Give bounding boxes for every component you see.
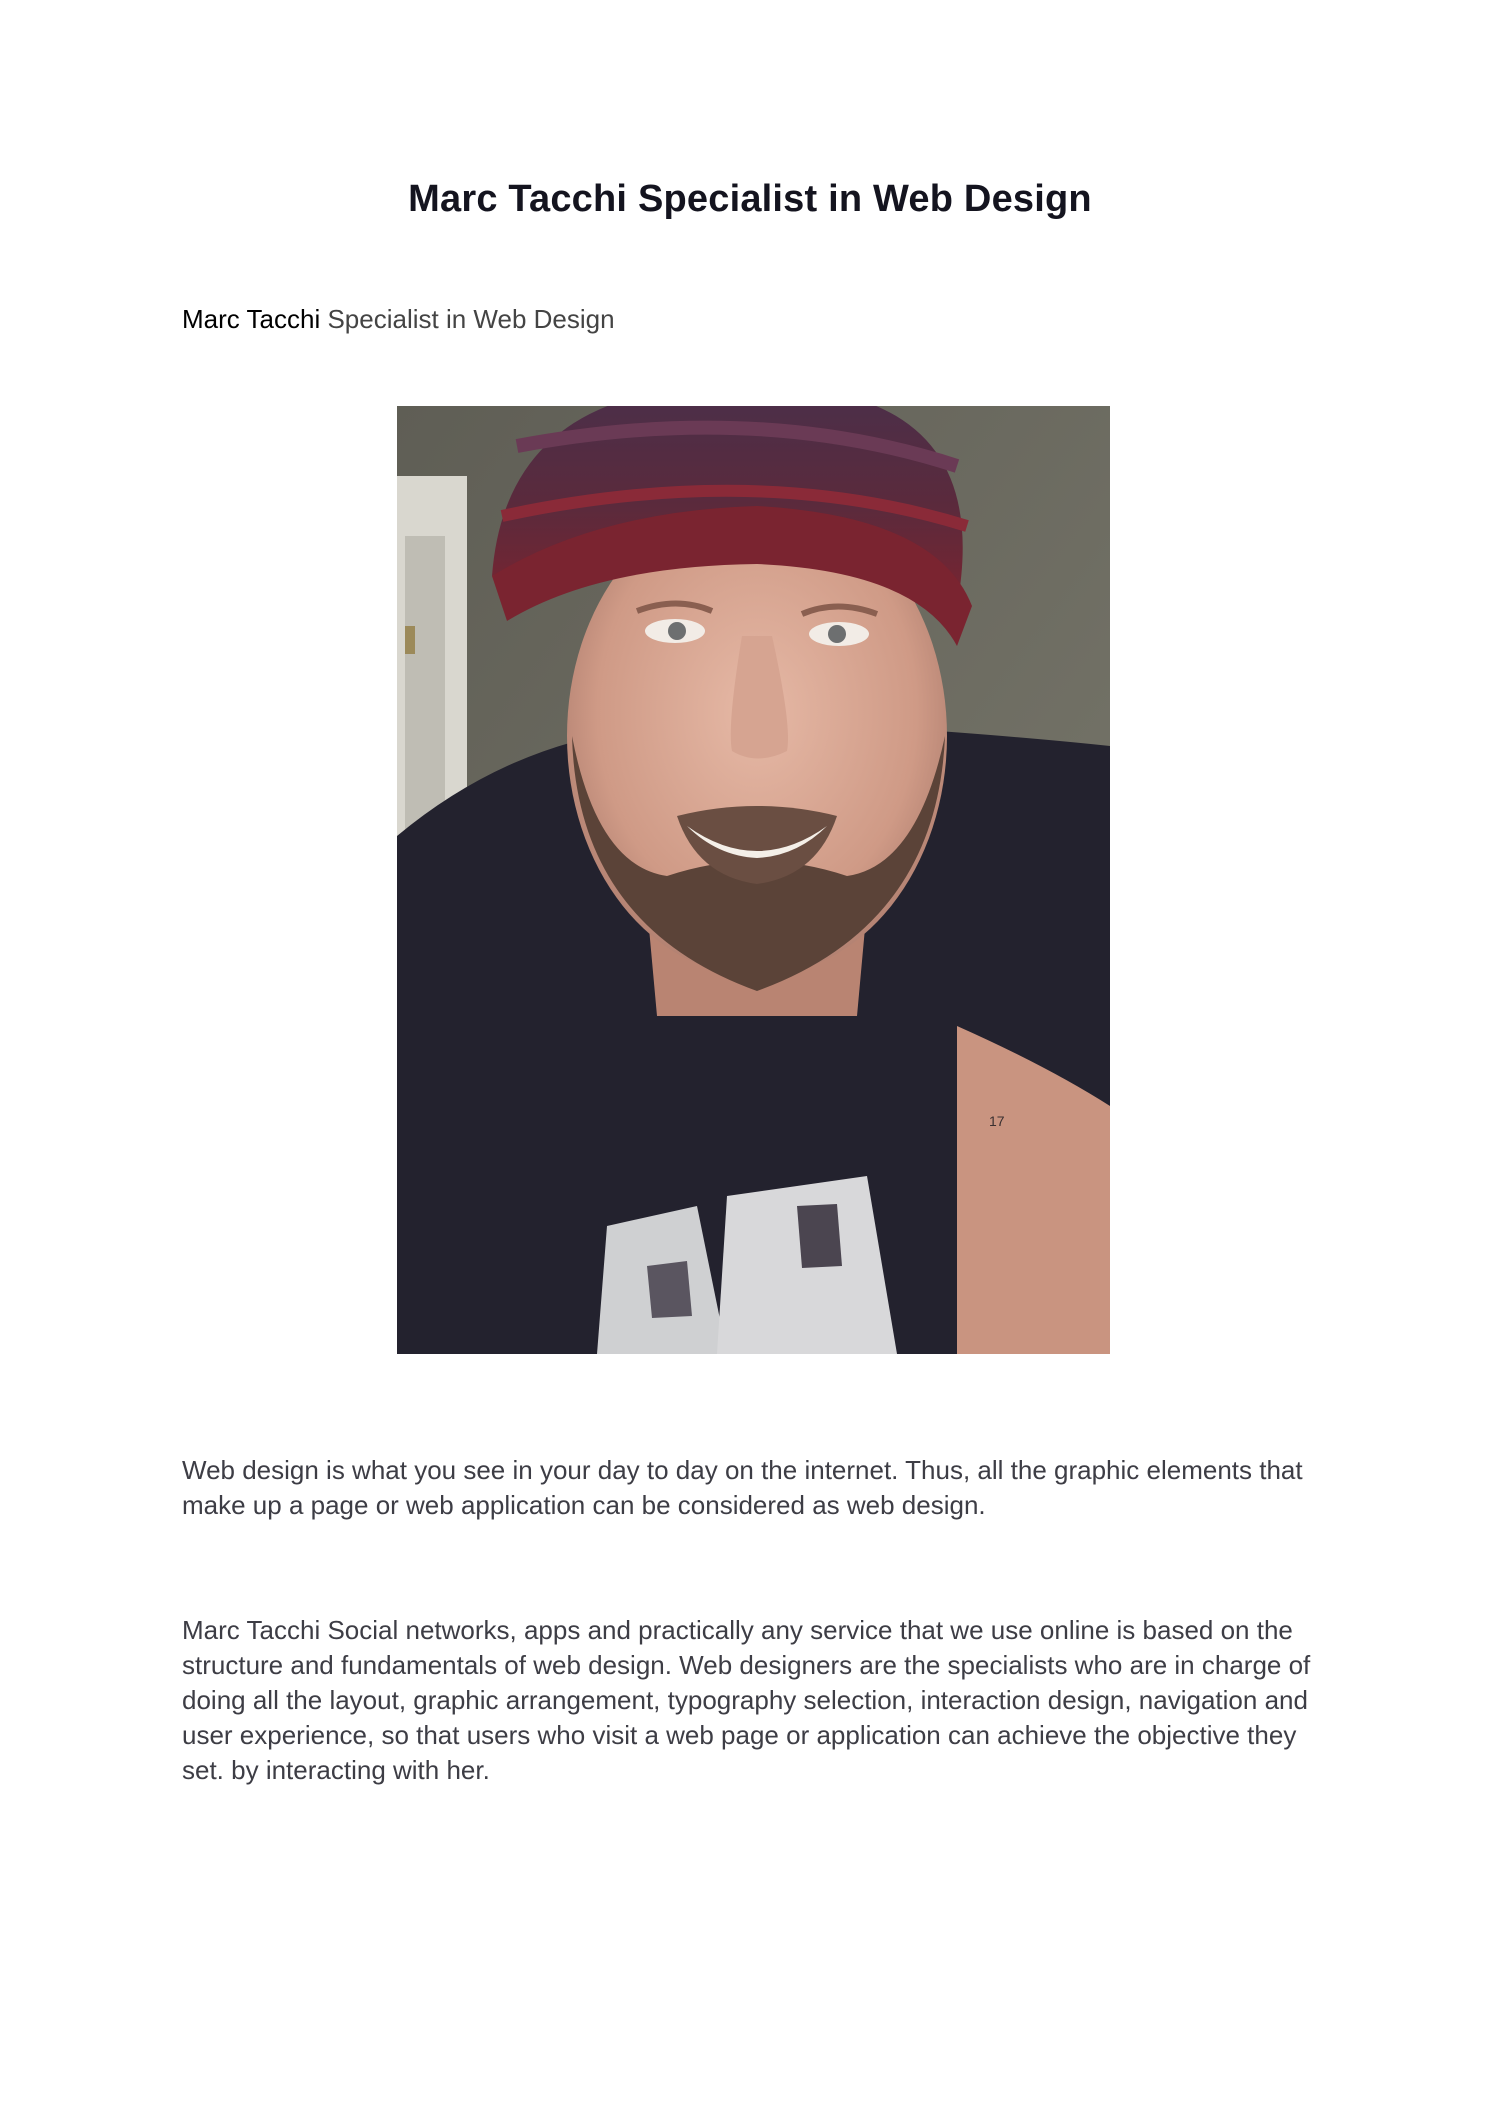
- paragraph-1: Web design is what you see in your day to day on the internet. Thus, all the graphic elements that make up a page or web application can be considered as web design.: [182, 1455, 1303, 1520]
- subtitle: [182, 304, 615, 335]
- portrait-illustration: [397, 406, 1110, 1354]
- svg-text:17: 17: [989, 1113, 1005, 1129]
- page-title: Marc Tacchi Specialist in Web Design: [408, 178, 1092, 220]
- paragraph-2: Marc Tacchi Social networks, apps and practically any service that we use online is based on the structure and fundamentals of web design. Web designers are the specialists who are in charge of doing all the layout, graphic arrangement, typography selection, interaction design, navigation and user experience, so that users who visit a web page or application can achieve the objective they set. by interacting with her.: [182, 1615, 1311, 1785]
- subtitle-name: Marc Tacchi: [182, 304, 321, 334]
- subtitle-role: Specialist in Web Design: [327, 304, 615, 334]
- portrait-photo: [397, 406, 1110, 1354]
